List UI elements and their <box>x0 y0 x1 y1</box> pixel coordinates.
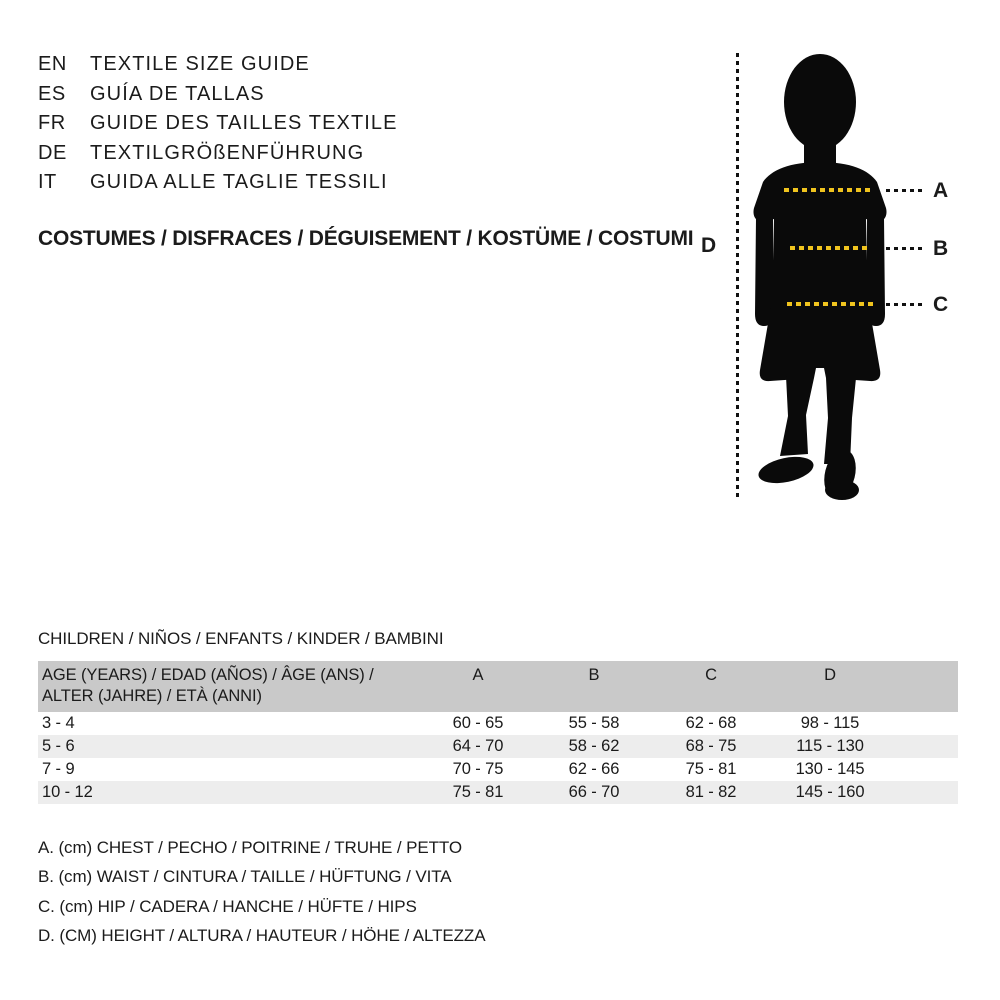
legend-line-chest: A. (cm) CHEST / PECHO / POITRINE / TRUHE / PETTO <box>38 837 463 857</box>
height-cell: 115 - 130 <box>796 737 864 755</box>
column-header-c: C <box>705 666 717 684</box>
language-row <box>38 80 398 110</box>
language-code: ES <box>38 82 66 105</box>
waist-dash-line <box>790 246 868 250</box>
height-cell: 98 - 115 <box>800 714 860 732</box>
height-cell: 145 - 160 <box>795 783 865 801</box>
height-measure-label: D <box>701 234 717 257</box>
legend-line-hip: C. (cm) HIP / CADERA / HANCHE / HÜFTE / HIPS <box>38 896 417 916</box>
table-row <box>38 758 958 781</box>
table-section-title: CHILDREN / NIÑOS / ENFANTS / KINDER / BAMBINI <box>38 629 444 648</box>
language-row <box>38 50 398 80</box>
language-code: EN <box>38 53 67 76</box>
language-code: FR <box>38 112 66 135</box>
waist-cell: 66 - 70 <box>568 783 620 801</box>
table-row <box>38 781 958 804</box>
age-header-line1: AGE (YEARS) / EDAD (AÑOS) / ÂGE (ANS) / <box>42 666 374 684</box>
language-list <box>38 50 398 198</box>
hip-cell: 75 - 81 <box>685 760 737 778</box>
table-row <box>38 735 958 758</box>
column-header-a: A <box>472 666 484 684</box>
column-header-d: D <box>824 666 836 684</box>
chest-cell: 64 - 70 <box>452 737 504 755</box>
waist-measure-label: B <box>933 237 949 260</box>
table-header-row <box>38 661 958 712</box>
legend-line-height: D. (CM) HEIGHT / ALTURA / HAUTEUR / HÖHE / ALTEZZA <box>38 926 486 946</box>
language-row <box>38 139 398 169</box>
waist-cell: 58 - 62 <box>568 737 620 755</box>
age-cell: 5 - 6 <box>42 737 75 755</box>
hip-cell: 62 - 68 <box>685 714 737 732</box>
child-silhouette <box>730 50 910 500</box>
waist-dotted-connector <box>886 247 922 250</box>
size-table <box>38 661 958 804</box>
hip-cell: 68 - 75 <box>685 737 737 755</box>
language-title: GUIDE DES TAILLES TEXTILE <box>90 112 398 135</box>
language-title: TEXTILE SIZE GUIDE <box>90 53 310 76</box>
age-cell: 3 - 4 <box>42 714 75 732</box>
language-title: GUIDA ALLE TAGLIE TESSILI <box>90 171 388 194</box>
language-title: TEXTILGRÖßENFÜHRUNG <box>90 141 365 164</box>
waist-cell: 55 - 58 <box>568 714 620 732</box>
measurement-legend <box>38 833 485 951</box>
waist-cell: 62 - 66 <box>568 760 620 778</box>
legend-line-waist: B. (cm) WAIST / CINTURA / TAILLE / HÜFTUNG / VITA <box>38 867 452 887</box>
chest-cell: 75 - 81 <box>452 783 504 801</box>
table-row <box>38 712 958 735</box>
height-cell: 130 - 145 <box>795 760 865 778</box>
language-title: GUÍA DE TALLAS <box>90 82 265 105</box>
chest-dash-line <box>784 188 872 192</box>
chest-cell: 60 - 65 <box>452 714 504 732</box>
age-cell: 7 - 9 <box>42 760 75 778</box>
header-spacer <box>890 661 958 665</box>
language-row <box>38 109 398 139</box>
language-code: DE <box>38 141 67 164</box>
language-row <box>38 168 398 198</box>
hip-measure-label: C <box>933 293 949 316</box>
table-body <box>38 712 958 804</box>
age-cell: 10 - 12 <box>42 783 93 801</box>
chest-measure-label: A <box>933 179 949 202</box>
hip-dotted-connector <box>886 303 922 306</box>
language-code: IT <box>38 171 57 194</box>
column-header-b: B <box>588 666 600 684</box>
chest-cell: 70 - 75 <box>452 760 504 778</box>
category-title: COSTUMES / DISFRACES / DÉGUISEMENT / KOSTÜME / COSTUMI <box>38 227 694 250</box>
hip-cell: 81 - 82 <box>685 783 737 801</box>
hip-dash-line <box>787 302 873 306</box>
age-column-header <box>38 661 420 707</box>
age-header-line2: ALTER (JAHRE) / ETÀ (ANNI) <box>42 687 262 705</box>
chest-dotted-connector <box>886 189 922 192</box>
